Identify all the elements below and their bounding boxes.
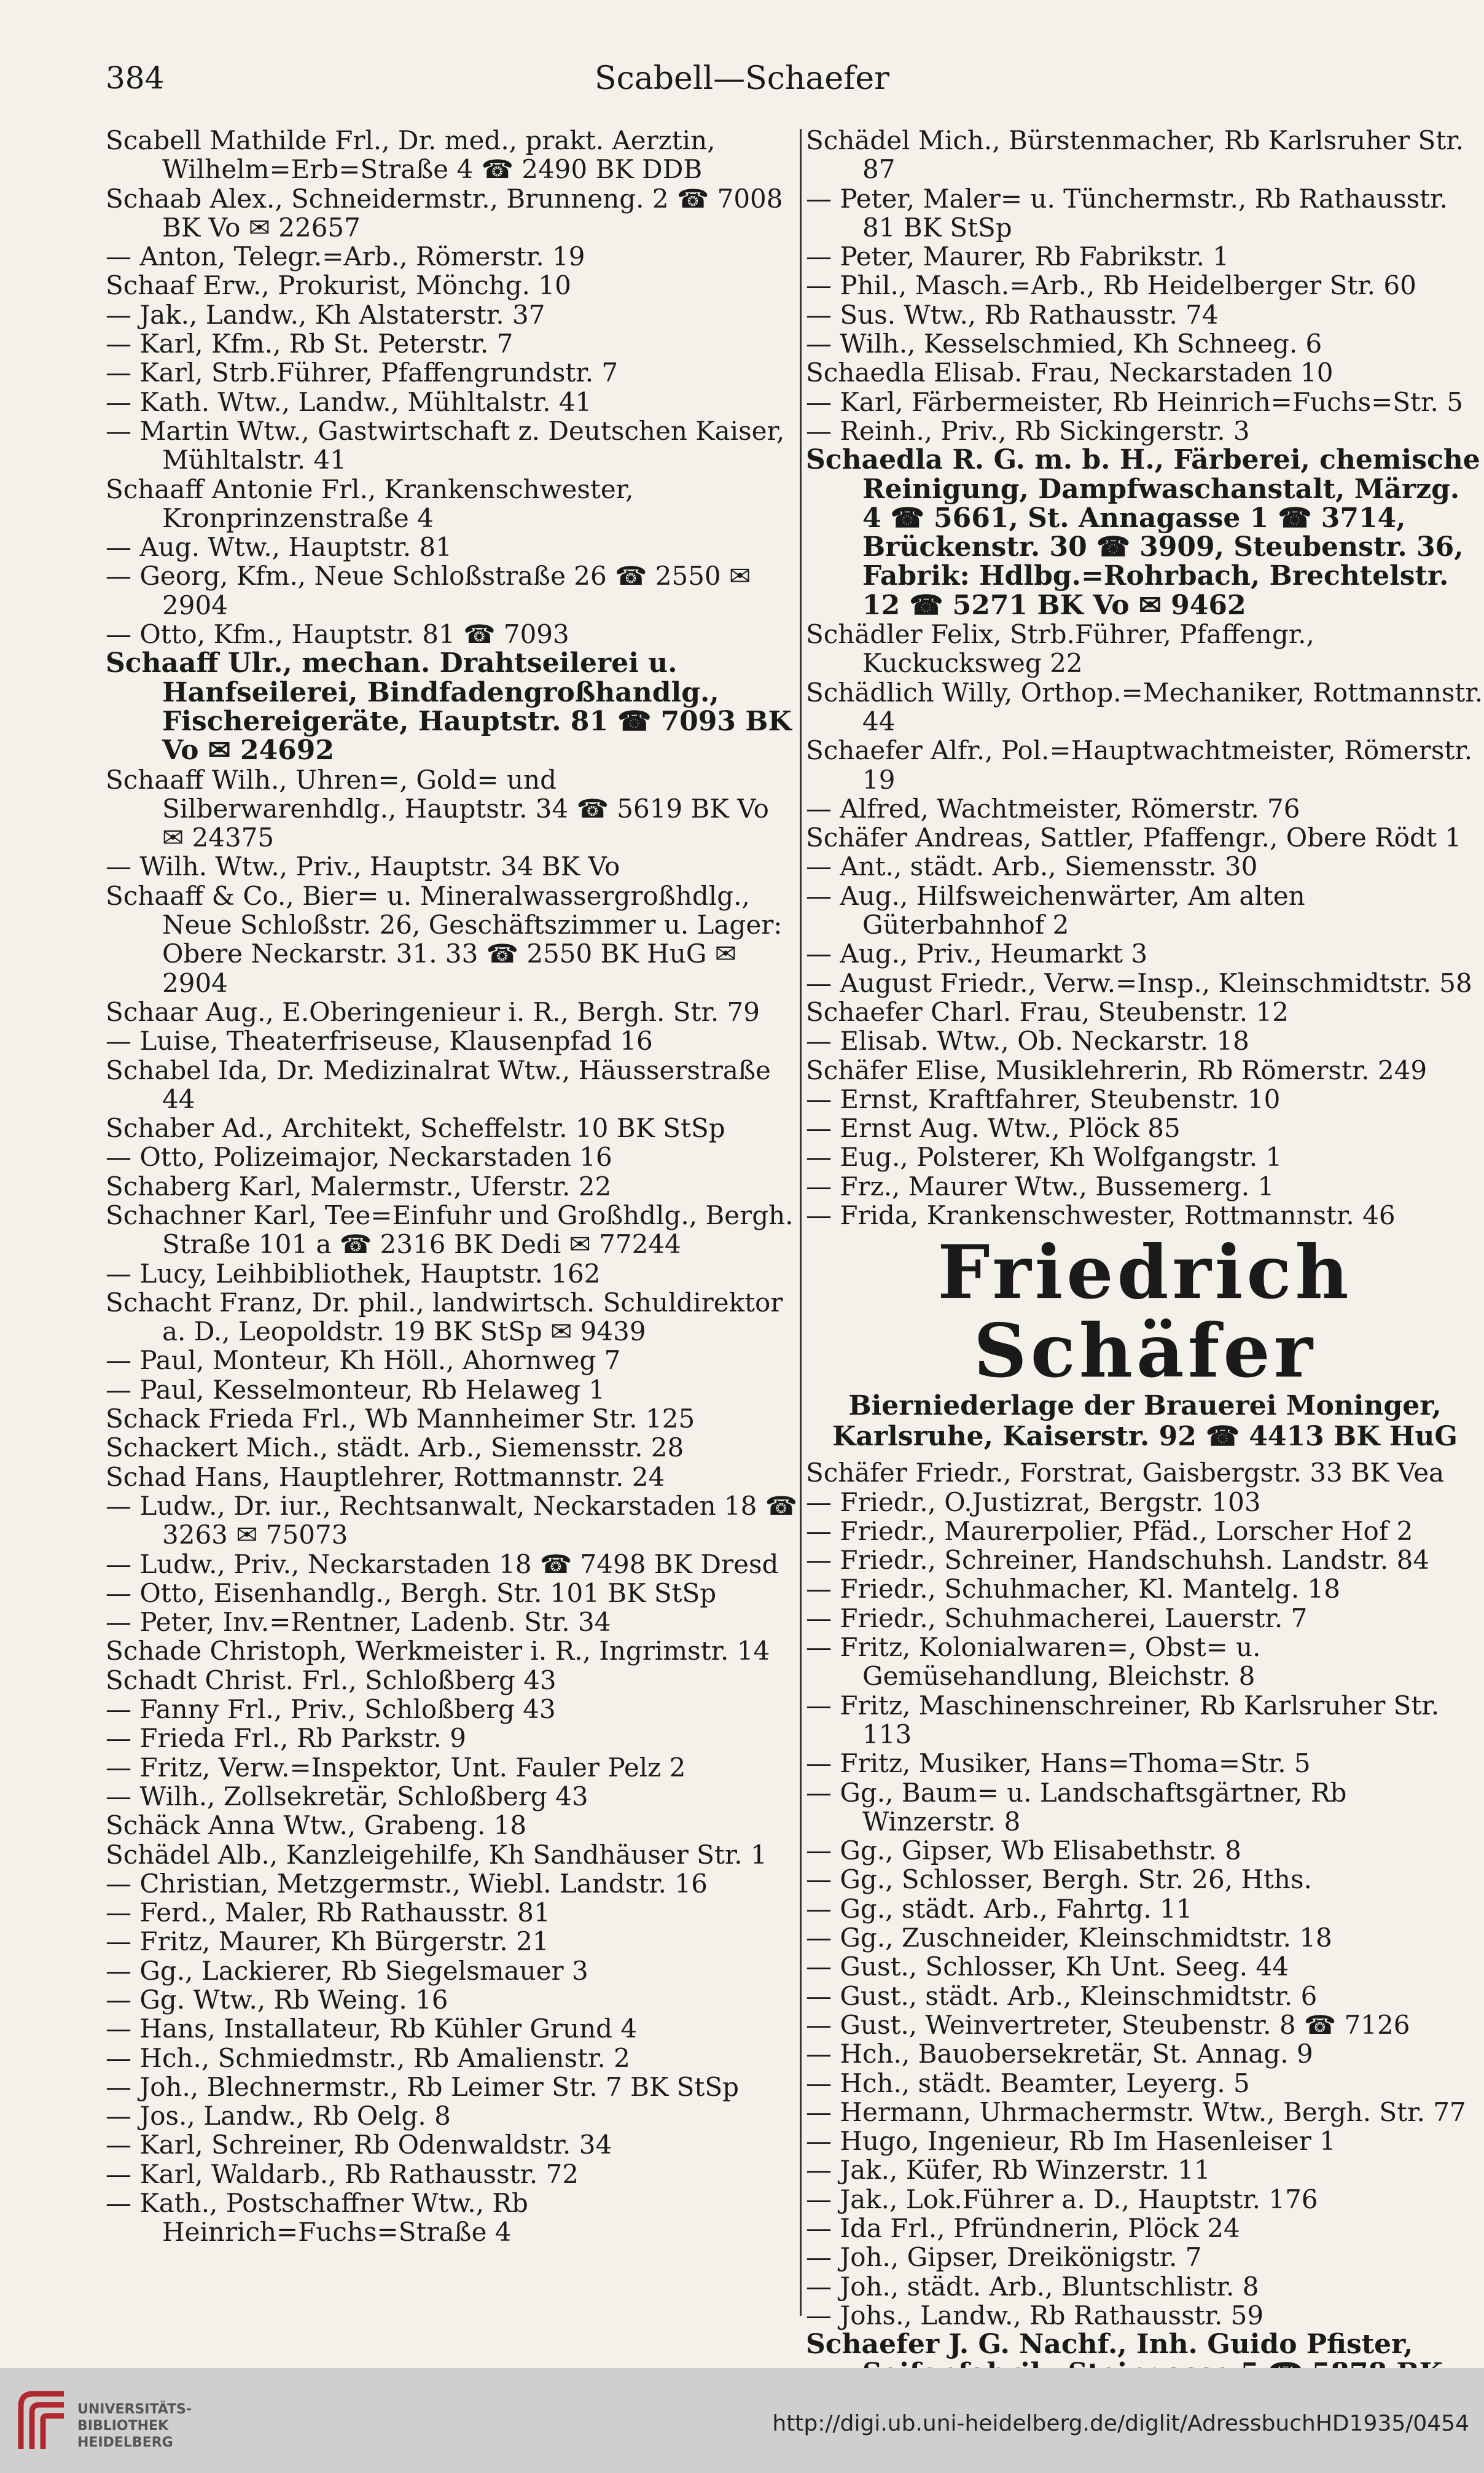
directory-entry: Schadt Christ. Frl., Schloßberg 43 bbox=[106, 1665, 556, 1695]
footer-bar bbox=[0, 2368, 1484, 2473]
directory-entry: — Frz., Maurer Wtw., Bussemerg. 1 bbox=[806, 1171, 1275, 1201]
right-column-bottom-entries bbox=[806, 1458, 1484, 2417]
directory-entry: — Otto, Eisenhandlg., Bergh. Str. 101 BK StSp bbox=[106, 1577, 717, 1608]
directory-entry: — Gust., Weinvertreter, Steubenstr. 8 ☎ 7126 bbox=[806, 2009, 1410, 2040]
running-head: Scabell—Schaefer bbox=[595, 60, 889, 97]
directory-entry: Schaaff Ulr., mechan. Drahtseilerei u. Hanfseilerei, Bindfadengroßhandlg., Fischereigeräte, Hauptstr. 81 ☎ 7093 BK Vo ✉ 24692 bbox=[106, 647, 792, 767]
directory-entry: Schack Frieda Frl., Wb Mannheimer Str. 125 bbox=[106, 1404, 695, 1434]
directory-entry: — Frida, Krankenschwester, Rottmannstr. 46 bbox=[806, 1200, 1396, 1230]
directory-entry: — Aug., Hilfsweichenwärter, Am alten Güterbahnhof 2 bbox=[806, 880, 1305, 940]
directory-entry: — Reinh., Priv., Rb Sickingerstr. 3 bbox=[806, 415, 1250, 446]
directory-entry: — Karl, Kfm., Rb St. Peterstr. 7 bbox=[106, 329, 514, 359]
directory-entry: — Friedr., Schuhmacher, Kl. Mantelg. 18 bbox=[806, 1574, 1340, 1604]
directory-entry: — Anton, Telegr.=Arb., Römerstr. 19 bbox=[106, 241, 585, 272]
directory-entry: — Fritz, Kolonialwaren=, Obst= u. Gemüsehandlung, Bleichstr. 8 bbox=[806, 1632, 1261, 1692]
directory-entry: — Luise, Theaterfriseuse, Klausenpfad 16 bbox=[106, 1026, 653, 1057]
directory-entry: — Joh., Blechnermstr., Rb Leimer Str. 7 BK StSp bbox=[106, 2071, 739, 2102]
directory-entry: Schaaff Wilh., Uhren=, Gold= und Silberwarenhdlg., Hauptstr. 34 ☎ 5619 BK Vo ✉ 24375 bbox=[106, 764, 769, 853]
directory-entry: Schacht Franz, Dr. phil., landwirtsch. Schuldirektor a. D., Leopoldstr. 19 BK StSp ✉ 9439 bbox=[106, 1287, 783, 1347]
directory-entry: — Ernst, Kraftfahrer, Steubenstr. 10 bbox=[806, 1084, 1281, 1114]
directory-entry: — Gust., städt. Arb., Kleinschmidtstr. 6 bbox=[806, 1980, 1318, 2011]
library-name-line-2: BIBLIOTHEK bbox=[77, 2418, 169, 2434]
directory-entry: — Ludw., Dr. iur., Rechtsanwalt, Neckarstaden 18 ☎ 3263 ✉ 75073 bbox=[106, 1490, 798, 1550]
directory-entry: Schaefer J. G. Nachf., Inh. Guido Pfister, bbox=[806, 2329, 1413, 2361]
source-url-link[interactable]: http://digi.ub.uni-heidelberg.de/diglit/AdressbuchHD1935/0454 bbox=[772, 2411, 1469, 2436]
directory-entry: — Fritz, Maschinenschreiner, Rb Karlsruher Str. 113 bbox=[806, 1690, 1440, 1749]
directory-entry: — Joh., Gipser, Dreikönigstr. 7 bbox=[806, 2242, 1202, 2273]
directory-entry: — Friedr., O.Justizrat, Bergstr. 103 bbox=[806, 1487, 1261, 1517]
directory-entry: Schaab Alex., Schneidermstr., Brunneng. 2 ☎ 7008 BK Vo ✉ 22657 bbox=[106, 183, 783, 243]
directory-entry: — Ida Frl., Pfründnerin, Plöck 24 bbox=[806, 2213, 1240, 2243]
directory-entry: — Jos., Landw., Rb Oelg. 8 bbox=[106, 2101, 451, 2131]
directory-entry: — Eug., Polsterer, Kh Wolfgangstr. 1 bbox=[806, 1142, 1283, 1173]
directory-entry: — Gg., städt. Arb., Fahrtg. 11 bbox=[806, 1893, 1193, 1924]
directory-entry: — Paul, Kesselmonteur, Rb Helaweg 1 bbox=[106, 1374, 606, 1405]
directory-entry: — Phil., Masch.=Arb., Rb Heidelberger Str. 60 bbox=[806, 270, 1416, 301]
directory-entry: Schäfer Friedr., Forstrat, Gaisbergstr. 33 BK Vea bbox=[806, 1458, 1445, 1488]
directory-entry: — Martin Wtw., Gastwirtschaft z. Deutschen Kaiser, Mühltalstr. 41 bbox=[106, 415, 785, 475]
directory-entry: Schaberg Karl, Malermstr., Uferstr. 22 bbox=[106, 1171, 612, 1201]
directory-entry: Schaber Ad., Architekt, Scheffelstr. 10 BK StSp bbox=[106, 1113, 725, 1144]
directory-entry: Schaefer Charl. Frau, Steubenstr. 12 bbox=[806, 996, 1289, 1027]
directory-entry: — Gg., Schlosser, Bergh. Str. 26, Hths. bbox=[806, 1864, 1312, 1895]
directory-entry: — Paul, Monteur, Kh Höll., Ahornweg 7 bbox=[106, 1345, 621, 1376]
right-column-top-entries bbox=[806, 126, 1484, 1230]
directory-entry: Schackert Mich., städt. Arb., Siemensstr. 28 bbox=[106, 1432, 684, 1463]
directory-entry: — Frieda Frl., Rb Parkstr. 9 bbox=[106, 1723, 466, 1754]
directory-entry: Schaaf Erw., Prokurist, Mönchg. 10 bbox=[106, 270, 571, 301]
directory-entry: Schaefer Alfr., Pol.=Hauptwachtmeister, Römerstr. 19 bbox=[806, 735, 1473, 795]
directory-entry: — Friedr., Schreiner, Handschuhsh. Landstr. 84 bbox=[806, 1545, 1430, 1576]
directory-entry: — August Friedr., Verw.=Insp., Kleinschmidtstr. 58 bbox=[806, 967, 1472, 998]
left-column bbox=[106, 126, 799, 2247]
library-name-line-3: HEIDELBERG bbox=[77, 2435, 173, 2450]
directory-entry: — Lucy, Leihbibliothek, Hauptstr. 162 bbox=[106, 1258, 601, 1289]
directory-entry: Scabell Mathilde Frl., Dr. med., prakt. Aerztin, Wilhelm=Erb=Straße 4 ☎ 2490 BK DDB bbox=[106, 125, 716, 185]
library-name bbox=[77, 2401, 192, 2451]
directory-entry: Schad Hans, Hauptlehrer, Rottmannstr. 24 bbox=[106, 1461, 665, 1492]
directory-entry: — Gg., Zuschneider, Kleinschmidtstr. 18 bbox=[806, 1923, 1332, 1953]
directory-entry: — Gg., Lackierer, Rb Siegelsmauer 3 bbox=[106, 1955, 588, 1986]
directory-entry: — Gust., Schlosser, Kh Unt. Seeg. 44 bbox=[806, 1951, 1289, 1982]
directory-entry: — Ernst Aug. Wtw., Plöck 85 bbox=[806, 1113, 1181, 1144]
directory-entry: — Jak., Küfer, Rb Winzerstr. 11 bbox=[806, 2155, 1211, 2186]
directory-entry: Schachner Karl, Tee=Einfuhr und Großhdlg., Bergh. Straße 101 a ☎ 2316 BK Dedi ✉ 77244 bbox=[106, 1200, 794, 1260]
directory-entry: — Karl, Färbermeister, Rb Heinrich=Fuchs=Str. 5 bbox=[806, 386, 1463, 417]
directory-entry: Schaedla Elisab. Frau, Neckarstaden 10 bbox=[806, 357, 1334, 388]
directory-entry: — Gg., Gipser, Wb Elisabethstr. 8 bbox=[806, 1835, 1241, 1866]
directory-entry: — Kath., Postschaffner Wtw., Rb Heinrich=Fuchs=Straße 4 bbox=[106, 2188, 528, 2248]
directory-entry: Schade Christoph, Werkmeister i. R., Ingrimstr. 14 bbox=[106, 1636, 770, 1666]
advertisement bbox=[806, 1229, 1484, 1453]
directory-entry: Schabel Ida, Dr. Medizinalrat Wtw., Häusserstraße 44 bbox=[106, 1055, 771, 1114]
page-number: 384 bbox=[106, 60, 165, 96]
directory-entry: — Elisab. Wtw., Ob. Neckarstr. 18 bbox=[806, 1026, 1249, 1057]
directory-entry: — Friedr., Schuhmacherei, Lauerstr. 7 bbox=[806, 1603, 1308, 1633]
directory-entry: — Hch., städt. Beamter, Leyerg. 5 bbox=[806, 2068, 1250, 2098]
directory-entry: Schaedla R. G. m. b. H., Färberei, chemische Reinigung, Dampfwaschanstalt, Märzg. 4 ☎ 5661, St. Annagasse 1 ☎ 3714, Brückenstr. 30 ☎ 3909, Steubenstr. 36, Fabrik: Hdlbg.=Rohrbach, Brechtelstr. 12 ☎ 5271 BK Vo ✉ 9462 bbox=[806, 444, 1480, 621]
right-column bbox=[806, 126, 1484, 2417]
directory-entry: — Friedr., Maurerpolier, Pfäd., Lorscher Hof 2 bbox=[806, 1515, 1413, 1546]
library-name-line-1: UNIVERSITÄTS- bbox=[77, 2402, 192, 2417]
directory-entry: — Joh., städt. Arb., Bluntschlistr. 8 bbox=[806, 2271, 1259, 2302]
directory-entry: Schäck Anna Wtw., Grabeng. 18 bbox=[106, 1810, 527, 1841]
directory-entry: — Fritz, Verw.=Inspektor, Unt. Fauler Pelz 2 bbox=[106, 1752, 686, 1783]
directory-entry: — Fritz, Maurer, Kh Bürgerstr. 21 bbox=[106, 1926, 549, 1957]
directory-entry: — Gg., Baum= u. Landschaftsgärtner, Rb Winzerstr. 8 bbox=[806, 1777, 1347, 1837]
directory-entry: — Wilh., Zollsekretär, Schloßberg 43 bbox=[106, 1781, 588, 1811]
directory-entry: — Gg. Wtw., Rb Weing. 16 bbox=[106, 1985, 448, 2015]
ad-line-1: Bierniederlage der Brauerei Moninger, bbox=[848, 1390, 1442, 1422]
directory-entry: — Ludw., Priv., Neckarstaden 18 ☎ 7498 BK Dresd bbox=[106, 1549, 779, 1579]
directory-entry: — Karl, Strb.Führer, Pfaffengrundstr. 7 bbox=[106, 357, 619, 388]
directory-entry: — Otto, Kfm., Hauptstr. 81 ☎ 7093 bbox=[106, 619, 569, 650]
directory-entry: — Aug., Priv., Heumarkt 3 bbox=[806, 939, 1148, 969]
directory-entry: — Peter, Maurer, Rb Fabrikstr. 1 bbox=[806, 241, 1230, 272]
directory-entry: — Otto, Polizeimajor, Neckarstaden 16 bbox=[106, 1142, 612, 1173]
directory-entry: Schaaff & Co., Bier= u. Mineralwassergroßhdlg., Neue Schloßstr. 26, Geschäftszimmer u. Lager: Obere Neckarstr. 31. 33 ☎ 2550 BK HuG ✉ 2904 bbox=[106, 880, 783, 998]
directory-entry: Schädler Felix, Strb.Führer, Pfaffengr., Kuckucksweg 22 bbox=[806, 619, 1314, 679]
directory-entry: — Ant., städt. Arb., Siemensstr. 30 bbox=[806, 851, 1258, 882]
directory-entry: — Kath. Wtw., Landw., Mühltalstr. 41 bbox=[106, 386, 592, 417]
directory-entry: — Peter, Maler= u. Tünchermstr., Rb Rathausstr. 81 BK StSp bbox=[806, 183, 1448, 243]
directory-entry: Schädel Alb., Kanzleigehilfe, Kh Sandhäuser Str. 1 bbox=[106, 1839, 767, 1870]
directory-entry: — Hch., Bauobersekretär, St. Annag. 9 bbox=[806, 2039, 1313, 2069]
library-logo-icon bbox=[15, 2388, 70, 2455]
directory-entry: — Karl, Waldarb., Rb Rathausstr. 72 bbox=[106, 2159, 579, 2189]
directory-entry: — Aug. Wtw., Hauptstr. 81 bbox=[106, 532, 452, 563]
directory-entry: — Fanny Frl., Priv., Schloßberg 43 bbox=[106, 1694, 556, 1725]
directory-entry: Schäfer Andreas, Sattler, Pfaffengr., Obere Rödt 1 bbox=[806, 822, 1461, 853]
directory-entry: Schaar Aug., E.Oberingenieur i. R., Bergh. Str. 79 bbox=[106, 996, 760, 1027]
directory-entry: Schäfer Elise, Musiklehrerin, Rb Römerstr. 249 bbox=[806, 1055, 1427, 1085]
directory-entry: — Peter, Inv.=Rentner, Ladenb. Str. 34 bbox=[106, 1607, 611, 1638]
directory-entry: — Christian, Metzgermstr., Wiebl. Landstr. 16 bbox=[106, 1868, 708, 1899]
directory-entry: — Jak., Lok.Führer a. D., Hauptstr. 176 bbox=[806, 2184, 1318, 2214]
directory-entry: — Fritz, Musiker, Hans=Thoma=Str. 5 bbox=[806, 1748, 1311, 1779]
directory-entry: Schädel Mich., Bürstenmacher, Rb Karlsruher Str. 87 bbox=[806, 126, 1464, 185]
directory-entry: — Hugo, Ingenieur, Rb Im Hasenleiser 1 bbox=[806, 2126, 1336, 2157]
ad-line-2: Karlsruhe, Kaiserstr. 92 ☎ 4413 BK HuG bbox=[832, 1421, 1458, 1453]
directory-entry: — Alfred, Wachtmeister, Römerstr. 76 bbox=[806, 793, 1300, 824]
directory-entry: Schädlich Willy, Orthop.=Mechaniker, Rottmannstr. 44 bbox=[806, 677, 1483, 736]
directory-entry: — Jak., Landw., Kh Alstaterstr. 37 bbox=[106, 299, 545, 330]
column-divider bbox=[800, 129, 802, 2316]
directory-entry: — Ferd., Maler, Rb Rathausstr. 81 bbox=[106, 1897, 550, 1928]
directory-entry: — Karl, Schreiner, Rb Odenwaldstr. 34 bbox=[106, 2130, 612, 2160]
directory-entry: — Hch., Schmiedmstr., Rb Amalienstr. 2 bbox=[106, 2042, 630, 2073]
ad-title: Friedrich Schäfer bbox=[937, 1229, 1353, 1395]
directory-entry: — Wilh. Wtw., Priv., Hauptstr. 34 BK Vo bbox=[106, 851, 620, 882]
directory-entry: — Wilh., Kesselschmied, Kh Schneeg. 6 bbox=[806, 329, 1322, 359]
directory-entry: Schaaff Antonie Frl., Krankenschwester, Kronprinzenstraße 4 bbox=[106, 474, 634, 533]
directory-entry: — Hans, Installateur, Rb Kühler Grund 4 bbox=[106, 2014, 638, 2044]
directory-entry: — Georg, Kfm., Neue Schloßstraße 26 ☎ 2550 ✉ 2904 bbox=[106, 561, 751, 620]
directory-entry: — Sus. Wtw., Rb Rathausstr. 74 bbox=[806, 299, 1219, 330]
directory-entry: — Johs., Landw., Rb Rathausstr. 59 bbox=[806, 2300, 1264, 2330]
directory-entry: — Hermann, Uhrmachermstr. Wtw., Bergh. Str. 77 bbox=[806, 2096, 1466, 2127]
